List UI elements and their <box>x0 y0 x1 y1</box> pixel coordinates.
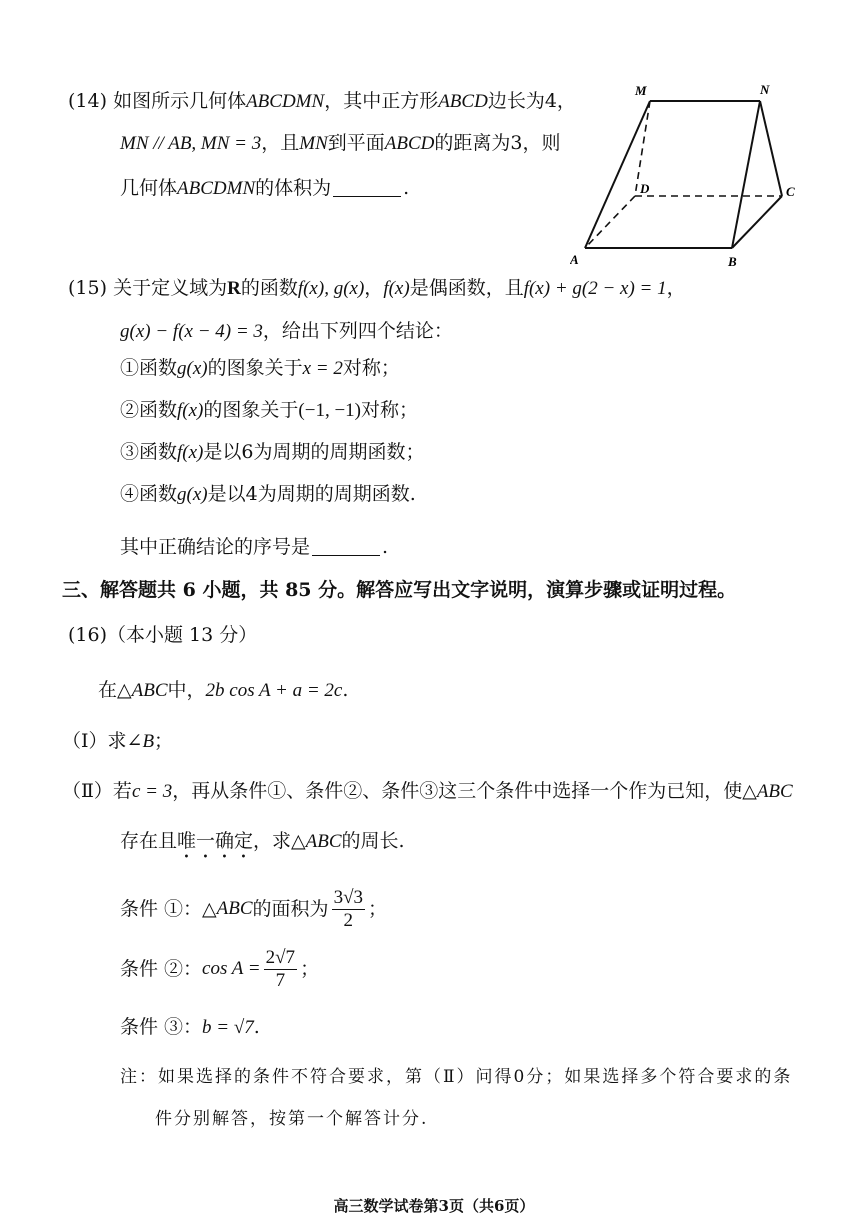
q16-note-line2: 件分别解答，按第一个解答计分. <box>155 1109 429 1129</box>
q15-conclusion-4: ④函数g(x)是以4为周期的周期函数. <box>120 483 416 505</box>
fraction-3sqrt3-over-2: $\frac{3√3}{2}$ <box>333 886 363 931</box>
q16-condition-1: 条件 ①：△ ABC 的面积为 $\frac{3√3}{2}$ ； <box>120 886 388 931</box>
label-M: M <box>635 83 647 98</box>
q16-header: (16)（本小题 13 分） <box>68 624 258 646</box>
q16-part-2-line1: （Ⅱ）若c = 3，再从条件①、条件②、条件③这三个条件中选择一个作为已知，使△ABC <box>62 780 793 802</box>
label-D: D <box>640 181 650 196</box>
q14-line3: 几何体ABCDMN的体积为 . <box>120 177 410 199</box>
q15-ask: 其中正确结论的序号是 . <box>120 536 389 558</box>
q16-condition-3: 条件 ③：b = √7. <box>120 1016 260 1038</box>
section-3-title: 三、解答题共 6 小题，共 85 分。解答应写出文字说明，演算步骤或证明过程。 <box>62 579 737 601</box>
q14-number: (14) <box>68 90 108 112</box>
edge-MA <box>585 101 650 248</box>
emphasis-dots-text: 唯一确定 <box>177 830 254 852</box>
label-C: C <box>786 184 795 199</box>
q15-conclusion-2: ②函数f(x)的图象关于(−1, −1)对称； <box>120 399 419 421</box>
q14-answer-blank[interactable] <box>333 178 401 197</box>
q16-part-1: （Ⅰ）求∠B； <box>62 730 174 752</box>
q15-conclusion-3: ③函数f(x)是以6为周期的周期函数； <box>120 441 425 463</box>
label-B: B <box>728 254 737 269</box>
q16-given: 在△ABC中，2b cos A + a = 2c. <box>98 679 349 701</box>
label-N: N <box>760 82 770 97</box>
q14-line2: MN // AB, MN = 3，且MN到平面ABCD的距离为3，则 <box>120 132 561 154</box>
q15-answer-blank[interactable] <box>312 537 380 556</box>
label-A: A <box>570 252 579 267</box>
q15-number: (15) <box>68 277 108 299</box>
q15-line1: (15) 关于定义域为R的函数f(x), g(x)，f(x)是偶函数，且f(x) + g(2 − x) = 1， <box>68 277 686 299</box>
q15-line2: g(x) − f(x − 4) = 3，给出下列四个结论： <box>120 320 453 342</box>
page-footer: 高三数学试卷第3页（共6页） <box>333 1197 535 1215</box>
geometry-figure <box>570 78 810 270</box>
q14-line1: (14) 如图所示几何体ABCDMN，其中正方形ABCD边长为4， <box>68 90 576 112</box>
q16-note-line1: 注：如果选择的条件不符合要求，第（Ⅱ）问得0分；如果选择多个符合要求的条 <box>120 1067 793 1087</box>
edge-NB <box>732 101 760 248</box>
q16-part-2-line2: 存在且唯一确定，求△ABC的周长. <box>120 830 405 852</box>
q16-condition-2: 条件 ②： cos A = $\frac{2√7}{7}$ ； <box>120 946 320 991</box>
q15-conclusion-1: ①函数g(x)的图象关于x = 2对称； <box>120 357 400 379</box>
edge-DA <box>585 196 635 248</box>
edge-NC <box>760 101 782 196</box>
fraction-2sqrt7-over-7: $\frac{2√7}{7}$ <box>265 946 296 991</box>
